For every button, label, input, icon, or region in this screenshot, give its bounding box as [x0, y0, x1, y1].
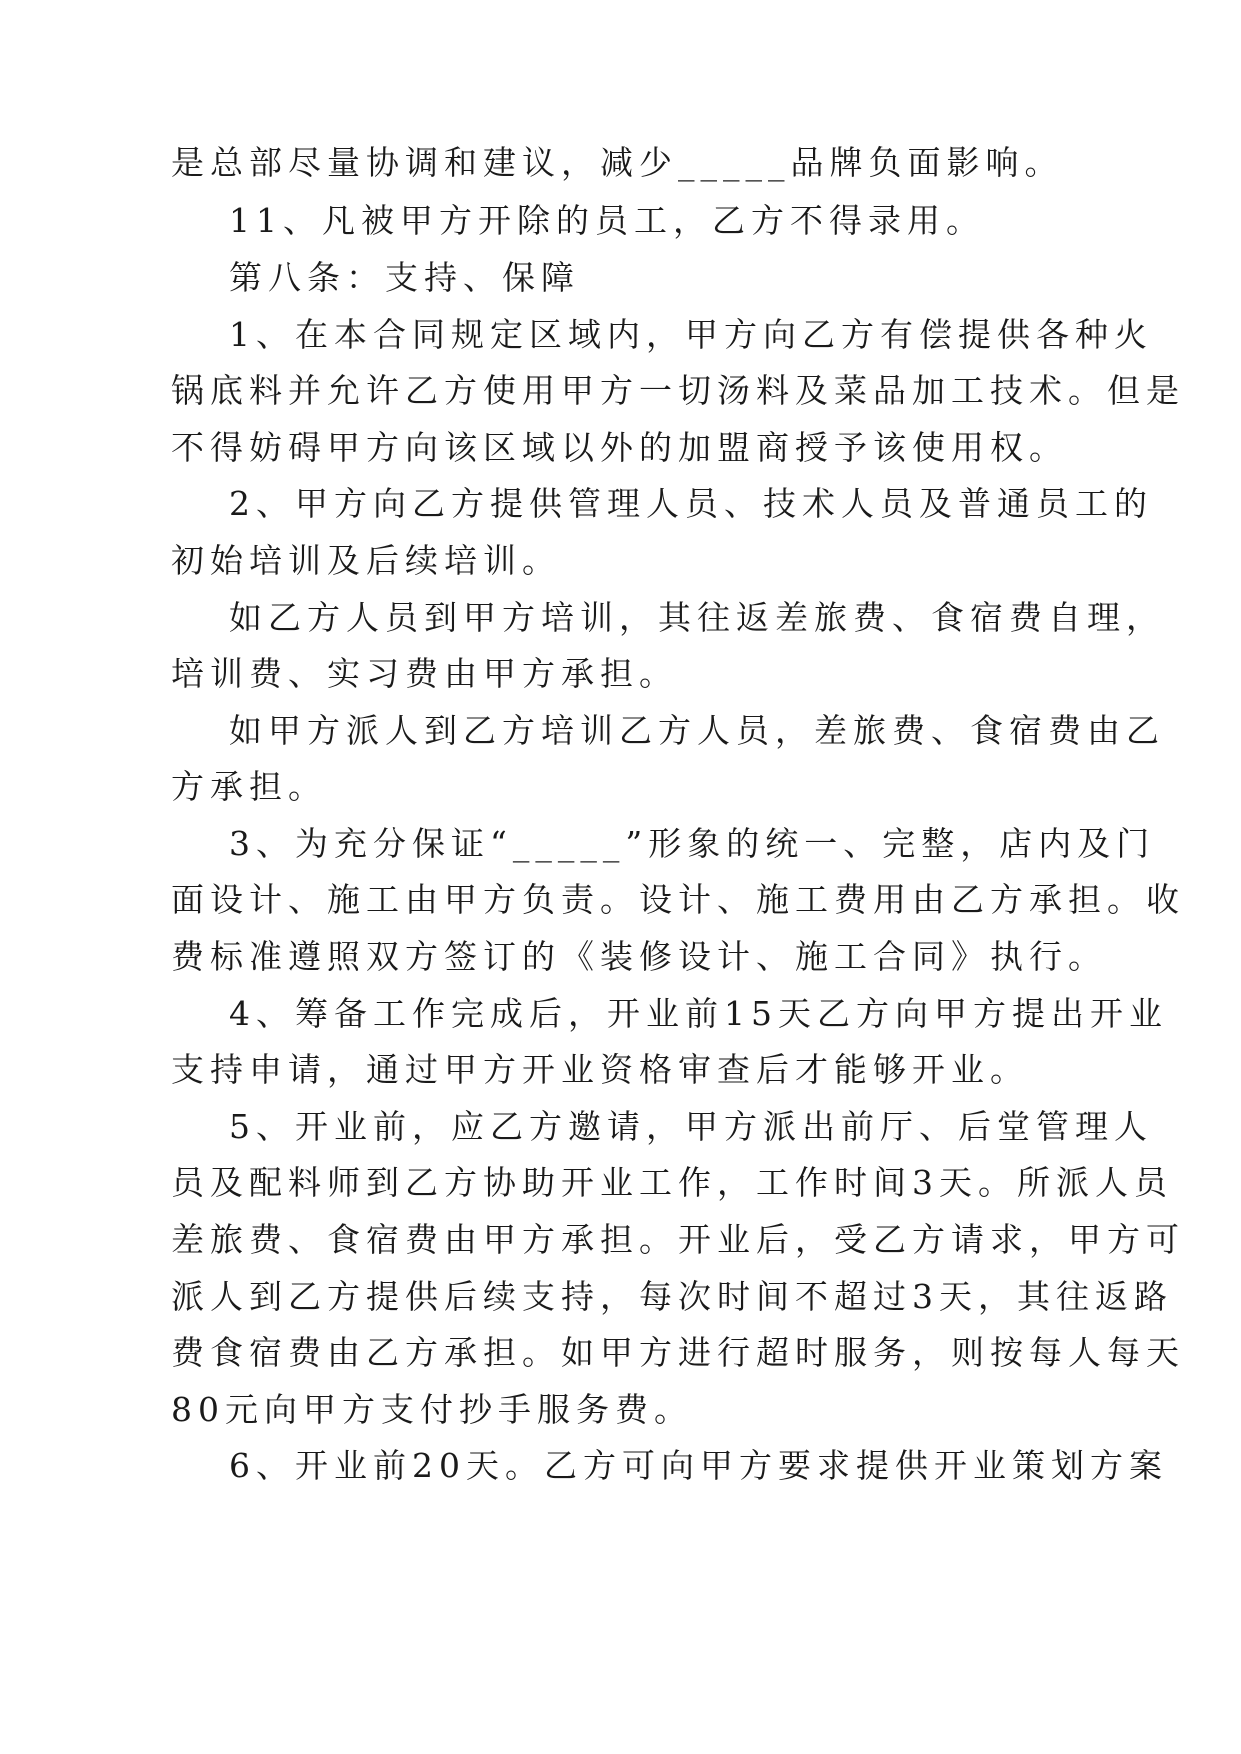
text-line: 80元向甲方支付抄手服务费。: [171, 1390, 693, 1429]
text-line: 费食宿费由乙方承担。如甲方进行超时服务，则按每人每天: [171, 1333, 1185, 1372]
text-line: 初始培训及后续培训。: [171, 541, 561, 580]
text-line: 差旅费、食宿费由甲方承担。开业后，受乙方请求，甲方可: [171, 1220, 1185, 1259]
text-line: 1、在本合同规定区域内，甲方向乙方有偿提供各种火: [229, 315, 1153, 354]
text-line: 如甲方派人到乙方培训乙方人员，差旅费、食宿费由乙: [229, 711, 1165, 750]
text-line: 锅底料并允许乙方使用甲方一切汤料及菜品加工技术。但是: [171, 371, 1185, 410]
text-line: 3、为充分保证“_____”形象的统一、完整，店内及门: [229, 824, 1156, 863]
section-heading: 第八条：支持、保障: [229, 258, 580, 297]
text-line: 如乙方人员到甲方培训，其往返差旅费、食宿费自理，: [229, 598, 1165, 637]
text-line: 员及配料师到乙方协助开业工作，工作时间3天。所派人员: [171, 1163, 1173, 1202]
text-line: 2、甲方向乙方提供管理人员、技术人员及普通员工的: [229, 484, 1153, 523]
text-line: 6、开业前20天。乙方可向甲方要求提供开业策划方案: [229, 1446, 1168, 1485]
text-line: 培训费、实习费由甲方承担。: [171, 654, 678, 693]
text-line: 不得妨碍甲方向该区域以外的加盟商授予该使用权。: [171, 428, 1068, 467]
text-line: 派人到乙方提供后续支持，每次时间不超过3天，其往返路: [171, 1277, 1173, 1316]
text-line: 面设计、施工由甲方负责。设计、施工费用由乙方承担。收: [171, 880, 1185, 919]
text-line: 是总部尽量协调和建议，减少_____品牌负面影响。: [171, 143, 1064, 182]
text-line: 4、筹备工作完成后，开业前15天乙方向甲方提出开业: [229, 994, 1168, 1033]
text-line: 11、凡被甲方开除的员工，乙方不得录用。: [229, 201, 985, 240]
text-line: 5、开业前，应乙方邀请，甲方派出前厅、后堂管理人: [229, 1107, 1153, 1146]
text-line: 方承担。: [171, 767, 327, 806]
text-line: 费标准遵照双方签订的《装修设计、施工合同》执行。: [171, 937, 1107, 976]
text-line: 支持申请，通过甲方开业资格审查后才能够开业。: [171, 1050, 1029, 1089]
